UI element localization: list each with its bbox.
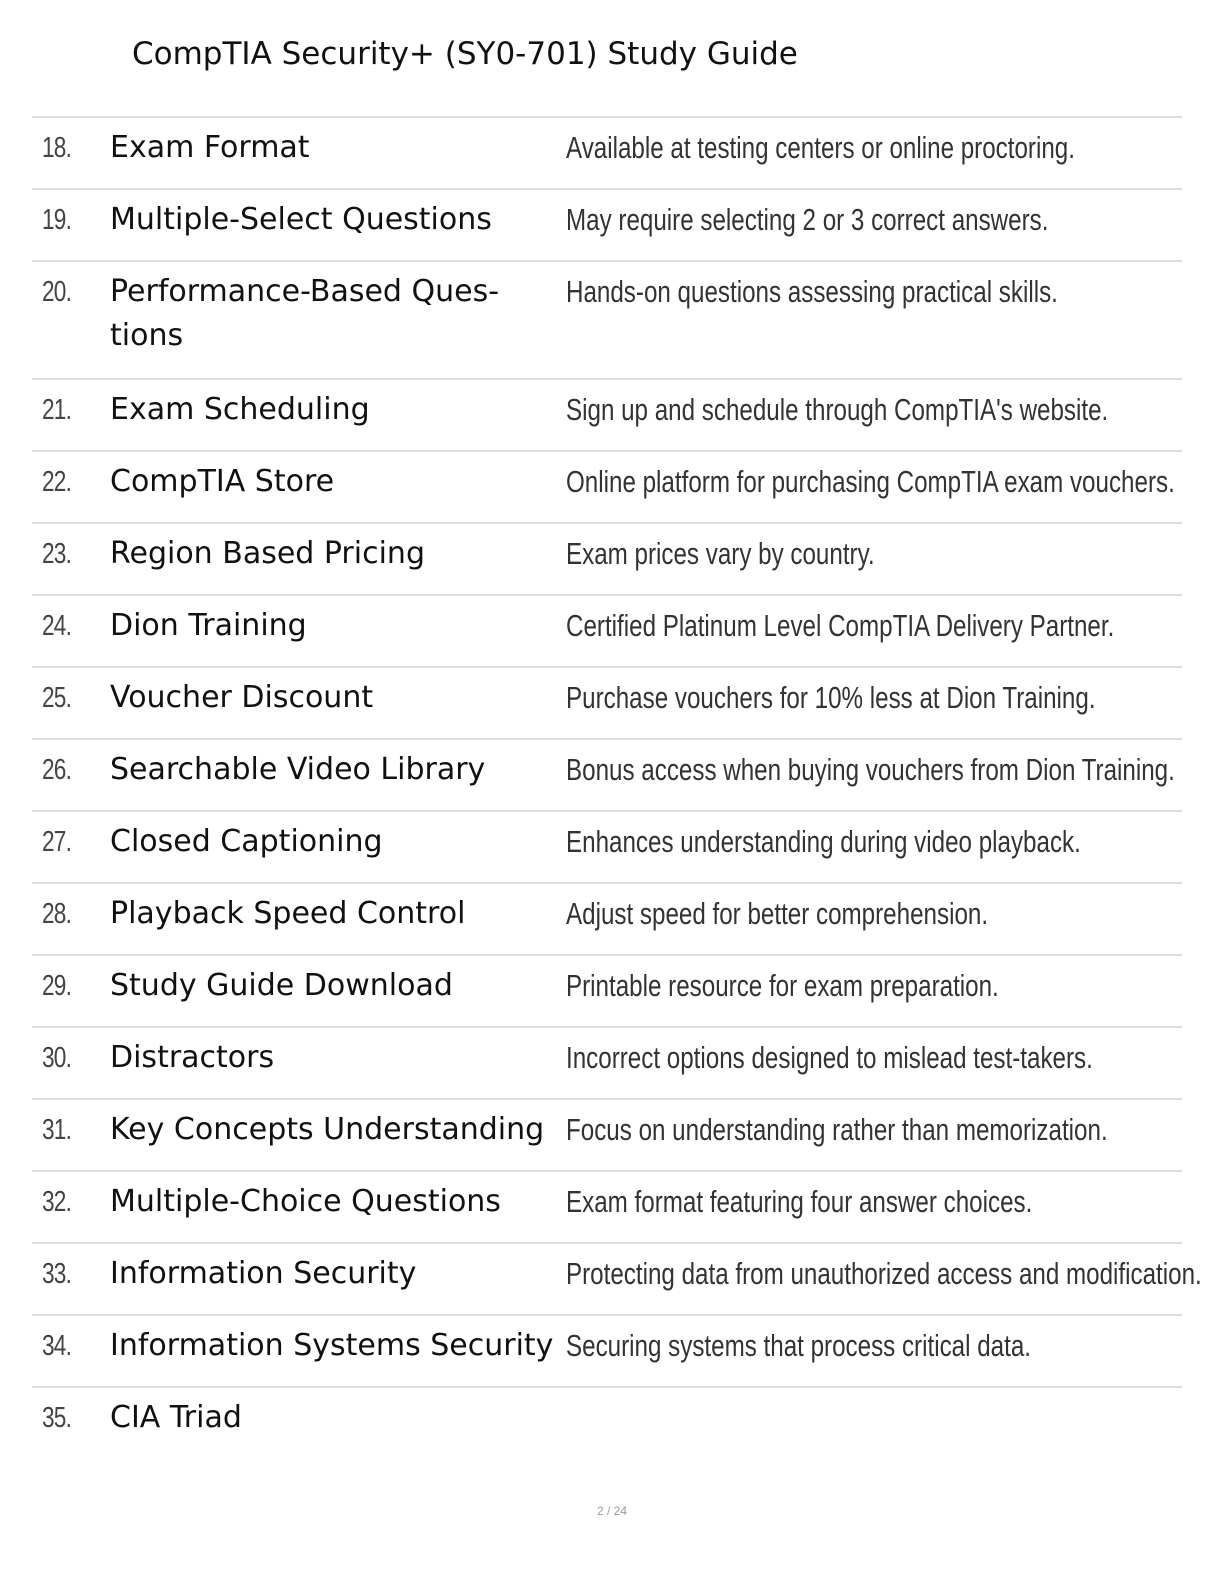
row-description: Protecting data from unauthorized access and modification.: [566, 1256, 1202, 1291]
table-row: [32, 1244, 1202, 1316]
row-number: 34.: [42, 1330, 72, 1362]
row-number: 25.: [42, 682, 72, 714]
table-row: [32, 596, 1182, 668]
row-term: Voucher Discount: [110, 680, 374, 715]
table-row: [32, 1388, 1182, 1462]
row-number: 21.: [42, 394, 72, 426]
row-description: Certified Platinum Level CompTIA Delivery Partner.: [566, 608, 1115, 643]
row-description: Sign up and schedule through CompTIA's website.: [566, 392, 1109, 427]
table-row: [32, 1316, 1182, 1388]
row-number: 32.: [42, 1186, 72, 1218]
row-term: Multiple-Choice Questions: [110, 1184, 501, 1219]
table-row: [32, 1172, 1182, 1244]
row-description: Bonus access when buying vouchers from Dion Training.: [566, 752, 1175, 787]
row-number: 27.: [42, 826, 72, 858]
table-row: [32, 884, 1182, 956]
document-title: CompTIA Security+ (SY0-701) Study Guide: [132, 36, 798, 72]
table-row: [32, 118, 1182, 190]
row-number: 22.: [42, 466, 72, 498]
row-term: Performance-Based Ques- tions: [110, 274, 500, 353]
row-term: Closed Captioning: [110, 824, 383, 859]
row-description: Incorrect options designed to mislead test-takers.: [566, 1040, 1093, 1075]
row-description: Online platform for purchasing CompTIA exam vouchers.: [566, 464, 1175, 499]
row-description: Exam format featuring four answer choices.: [566, 1184, 1033, 1219]
row-number: 28.: [42, 898, 72, 930]
row-description: Adjust speed for better comprehension.: [566, 896, 989, 931]
row-number: 31.: [42, 1114, 72, 1146]
row-number: 26.: [42, 754, 72, 786]
row-description: Hands-on questions assessing practical skills.: [566, 274, 1058, 309]
row-term: Searchable Video Library: [110, 752, 486, 787]
row-description: Securing systems that process critical data.: [566, 1328, 1031, 1363]
table-row: [32, 668, 1182, 740]
row-term: CIA Triad: [110, 1400, 242, 1435]
row-term: Information Systems Security: [110, 1328, 554, 1363]
table-row: [32, 380, 1182, 452]
row-description: May require selecting 2 or 3 correct answers.: [566, 202, 1049, 237]
glossary-table: [32, 116, 1202, 1462]
row-description: Enhances understanding during video playback.: [566, 824, 1081, 859]
table-row: [32, 524, 1182, 596]
row-term: Playback Speed Control: [110, 896, 466, 931]
row-term: CompTIA Store: [110, 464, 335, 499]
row-number: 30.: [42, 1042, 72, 1074]
row-number: 33.: [42, 1258, 72, 1290]
row-number: 20.: [42, 276, 72, 308]
table-row: [32, 452, 1182, 524]
row-description: Exam prices vary by country.: [566, 536, 875, 571]
row-description: Purchase vouchers for 10% less at Dion Training.: [566, 680, 1096, 715]
row-number: 35.: [42, 1402, 72, 1434]
row-term: Multiple-Select Questions: [110, 202, 492, 237]
row-term: Key Concepts Understanding: [110, 1112, 545, 1147]
row-term: Study Guide Download: [110, 968, 453, 1003]
table-row: [32, 262, 1182, 380]
table-row: [32, 190, 1182, 262]
row-term: Region Based Pricing: [110, 536, 425, 571]
row-term: Exam Format: [110, 130, 310, 165]
table-row: [32, 1100, 1182, 1172]
row-description: Focus on understanding rather than memorization.: [566, 1112, 1108, 1147]
table-row: [32, 956, 1182, 1028]
row-number: 18.: [42, 132, 72, 164]
row-term: Distractors: [110, 1040, 275, 1075]
row-number: 24.: [42, 610, 72, 642]
table-row: [32, 1028, 1182, 1100]
row-number: 19.: [42, 204, 72, 236]
table-row: [32, 740, 1182, 812]
table-row: [32, 812, 1182, 884]
row-number: 29.: [42, 970, 72, 1002]
row-term: Information Security: [110, 1256, 417, 1291]
row-term: Dion Training: [110, 608, 307, 643]
row-number: 23.: [42, 538, 72, 570]
row-description: Printable resource for exam preparation.: [566, 968, 999, 1003]
row-description: Available at testing centers or online proctoring.: [566, 130, 1075, 165]
row-term: Exam Scheduling: [110, 392, 370, 427]
page-number: 2 / 24: [596, 1504, 628, 1518]
